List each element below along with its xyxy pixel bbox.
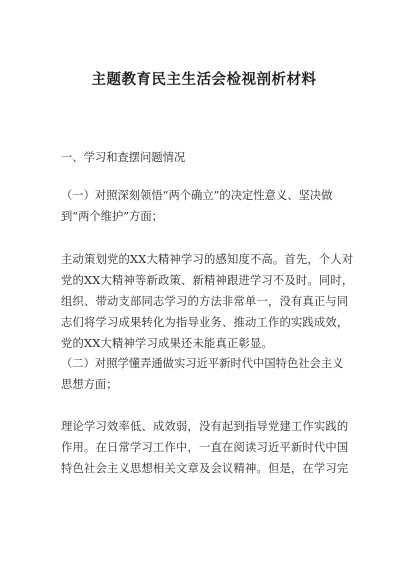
subsection-1-line: （一）对照深刻领悟“两个确立”的决定性意义、坚决做 xyxy=(61,189,333,202)
subsection-heading-1 xyxy=(61,185,352,227)
subsection-2-line: 思想方面； xyxy=(61,378,118,391)
paragraph-2-line: 特色社会主义思想相关文章及会议精神。但是，在学习完 xyxy=(61,462,349,475)
paragraph-2 xyxy=(61,416,352,479)
section-heading-text: 一、学习和查摆问题情况 xyxy=(61,151,186,164)
paragraph-1-line: 党的XX大精神学习成果还未能真正彰显。 xyxy=(61,337,273,350)
paragraph-1-line: 党的XX大精神等新政策、新精神跟进学习不及时。同时， xyxy=(61,274,354,287)
subsection-1-line: 到“两个维护”方面； xyxy=(61,210,163,223)
paragraph-2-line: 作用。在日常学习工作中，一直在阅读习近平新时代中国 xyxy=(61,441,349,454)
paragraph-1-line: 主动策划党的XX大精神学习的感知度不高。首先，个人对 xyxy=(61,253,354,266)
paragraph-1 xyxy=(61,249,352,354)
paragraph-1-line: 组织、带动支部同志学习的方法非常单一，没有真正与同 xyxy=(61,295,349,308)
paragraph-2-line: 理论学习效率低、成效弱，没有起到指导党建工作实践的 xyxy=(61,420,349,433)
subsection-heading-2 xyxy=(61,353,352,395)
paragraph-1-line: 志们将学习成果转化为指导业务、推动工作的实践成效， xyxy=(61,316,349,329)
subsection-2-line: （二）对照学懂弄通做实习近平新时代中国特色社会主义 xyxy=(61,357,344,370)
document-title: 主题教育民主生活会检视剖析材料 xyxy=(91,71,317,88)
section-heading xyxy=(61,147,352,168)
